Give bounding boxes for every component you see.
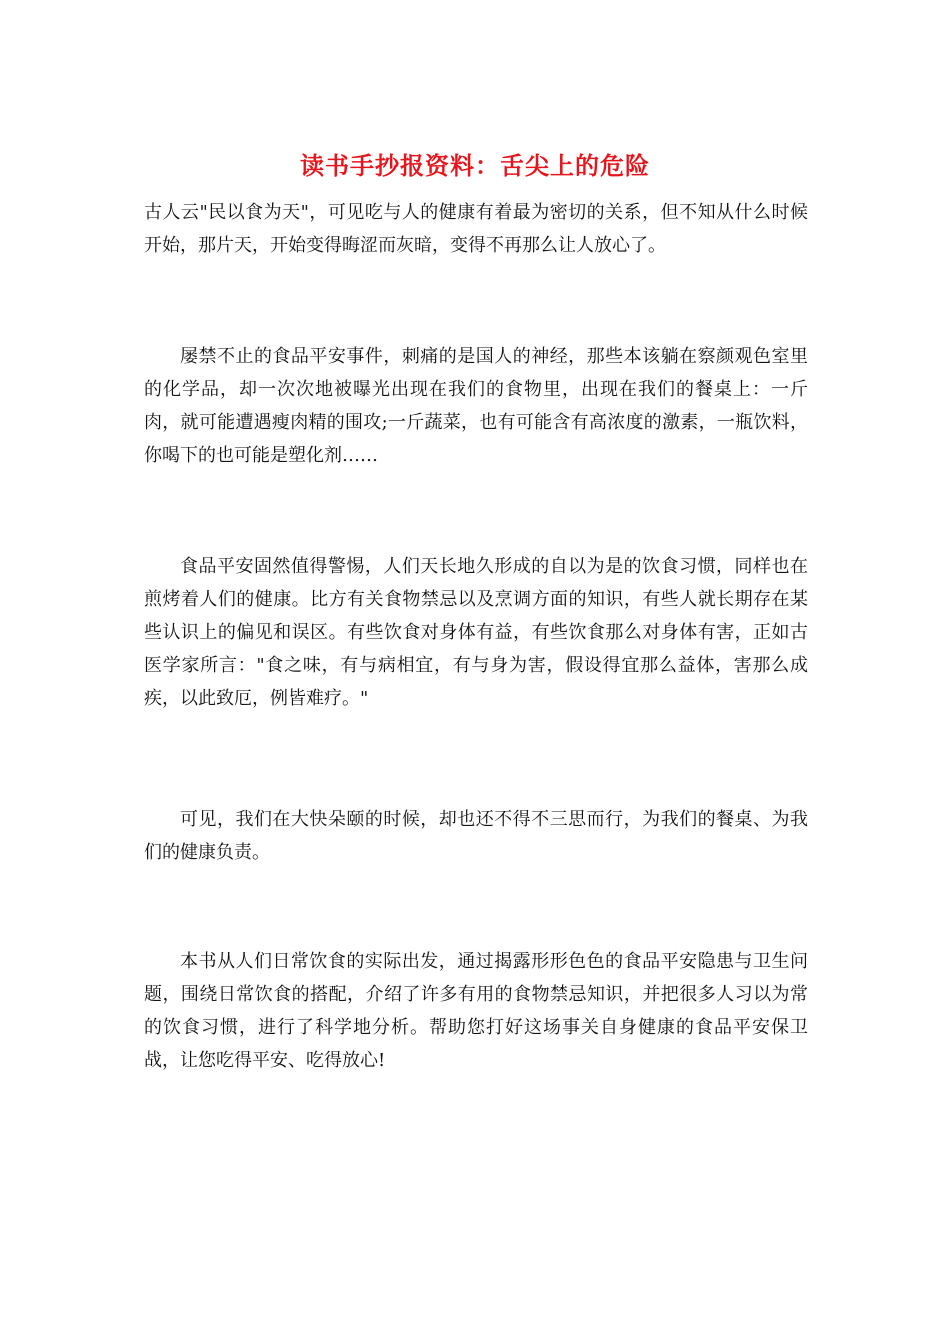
paragraph-food-safety-incidents: 屡禁不止的食品平安事件，刺痛的是国人的神经，那些本该躺在察颜观色室里的化学品，却一次次地被曝光出现在我们的食物里，出现在我们的餐桌上：一斤肉，就可能遭遇瘦肉精的围攻;一斤蔬菜，也有可能含有高浓度的激素，一瓶饮料，你喝下的也可能是塑化剂…… xyxy=(144,346,808,466)
paragraph-intro: 古人云"民以食为天"，可见吃与人的健康有着最为密切的关系，但不知从什么时候开始，那片天，开始变得晦涩而灰暗，变得不再那么让人放心了。 xyxy=(144,202,808,256)
paragraph-eating-habits: 食品平安固然值得警惕，人们天长地久形成的自以为是的饮食习惯，同样也在煎烤着人们的健康。比方有关食物禁忌以及烹调方面的知识，有些人就长期存在某些认识上的偏见和误区。有些饮食对身体有益，有些饮食那么对身体有害，正如古医学家所言："食之味，有与病相宜，有与身为害，假设得宜那么益体，害那么成疾，以此致厄，例皆难疗。" xyxy=(144,556,808,709)
document-title: 读书手抄报资料：舌尖上的危险 xyxy=(300,151,650,180)
paragraph-book-summary: 本书从人们日常饮食的实际出发，通过揭露形形色色的食品平安隐患与卫生问题，围绕日常饮食的搭配，介绍了许多有用的食物禁忌知识，并把很多人习以为常的饮食习惯，进行了科学地分析。帮助您打好这场事关自身健康的食品平安保卫战，让您吃得平安、吃得放心! xyxy=(144,951,808,1071)
paragraph-responsibility: 可见，我们在大快朵颐的时候，却也还不得不三思而行，为我们的餐桌、为我们的健康负责。 xyxy=(144,809,808,863)
